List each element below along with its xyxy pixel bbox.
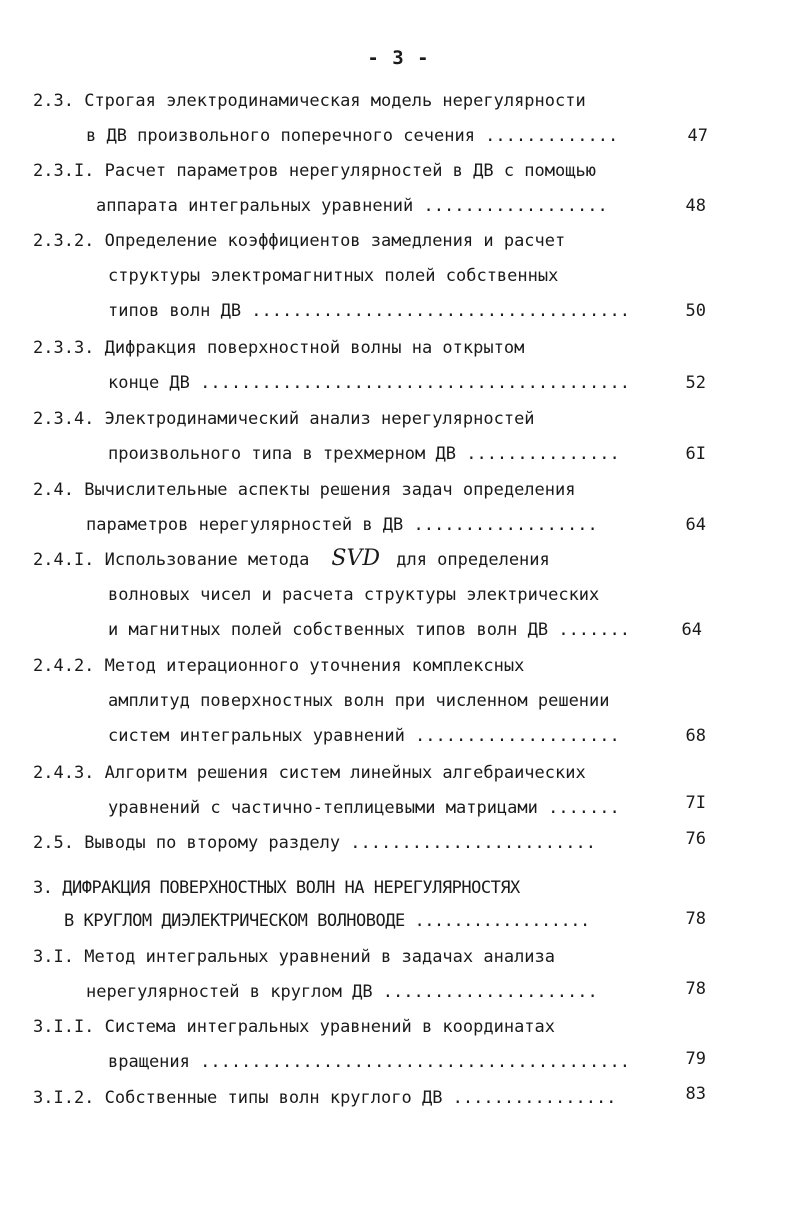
page-ref: 6I (685, 444, 706, 464)
section-title-cont: произвольного типа в трехмерном ДВ ............... (108, 444, 620, 464)
section-title-cont: систем интегральных уравнений .................... (108, 726, 620, 746)
section-title: Вычислительные аспекты решения задач определения (84, 480, 576, 500)
section-number: 2.4.I. (33, 550, 95, 570)
toc-entry-2-3-2 (33, 230, 565, 252)
section-number: 2.3.2. (33, 231, 95, 251)
section-title-cont: и магнитных полей собственных типов волн ДВ ....... (108, 620, 630, 640)
section-number: 2.3.3. (33, 338, 95, 358)
section-title-cont: в ДВ произвольного поперечного сечения ............. (86, 126, 619, 146)
section-number: 3.I.2. (33, 1088, 95, 1108)
section-title: для определения (396, 550, 550, 570)
page-ref: 47 (687, 126, 708, 146)
section-title: Собственные типы волн круглого ДВ ................ (104, 1088, 617, 1108)
page-ref: 68 (685, 726, 706, 746)
section-number: 2.3.I. (33, 161, 95, 181)
section-title: Алгоритм решения систем линейных алгебраических (104, 763, 586, 783)
section-title-cont: конце ДВ .......................................... (108, 373, 630, 393)
handwritten-insert: SVD (331, 546, 380, 571)
section-title: Метод интегральных уравнений в задачах анализа (84, 947, 556, 967)
toc-entry-2-3-3 (33, 337, 524, 359)
section-number: 2.4.2. (33, 656, 95, 676)
page-ref: 78 (685, 979, 706, 999)
section-number: 2.4.3. (33, 763, 95, 783)
section-title: ДИФРАКЦИЯ ПОВЕРХНОСТНЫХ ВОЛН НА НЕРЕГУЛЯРНОСТЯХ (62, 878, 520, 898)
toc-entry-2-3-4 (33, 408, 535, 430)
page-ref: 64 (685, 515, 706, 535)
section-title: Использование метода (104, 550, 310, 570)
section-title-cont: В КРУГЛОМ ДИЭЛЕКТРИЧЕСКОМ ВОЛНОВОДЕ .................. (64, 911, 590, 931)
section-title: Определение коэффициентов замедления и расчет (104, 231, 566, 251)
section-title: Дифракция поверхностной волны на открытом (104, 338, 525, 358)
page-ref: 50 (685, 301, 706, 321)
section-number: 3.I. (33, 947, 74, 967)
section-title-cont: аппарата интегральных уравнений .................. (96, 196, 608, 216)
section-title: Электродинамический анализ нерегулярностей (104, 409, 535, 429)
section-title-cont: уравнений с частично-теплицевыми матрицами ....... (108, 798, 620, 818)
section-title-cont: амплитуд поверхностных волн при численном решении (108, 691, 610, 711)
section-number: 2.5. (33, 833, 74, 853)
page-ref: 7I (685, 793, 706, 813)
page-ref: 83 (685, 1084, 706, 1104)
section-number: 2.3. (33, 91, 74, 111)
toc-entry-2-4-2 (33, 655, 524, 677)
toc-entry-2-4 (33, 479, 575, 501)
section-number: 2.4. (33, 480, 74, 500)
section-number: 3.I.I. (33, 1017, 95, 1037)
toc-entry-3-1 (33, 946, 555, 968)
page-ref: 52 (685, 373, 706, 393)
section-title-cont: структуры электромагнитных полей собственных (108, 266, 559, 286)
toc-entry-2-4-3 (33, 762, 586, 784)
section-title: Метод итерационного уточнения комплексных (104, 656, 525, 676)
toc-entry-3-1-1 (33, 1016, 555, 1038)
page-number: - 3 - (367, 47, 430, 69)
page-ref: 78 (685, 909, 706, 929)
page-ref: 76 (685, 829, 706, 849)
toc-entry-2-3-1 (33, 160, 596, 182)
toc-entry-2-3 (33, 90, 586, 112)
section-title-cont: вращения .......................................... (108, 1052, 630, 1072)
section-title-cont: типов волн ДВ ..................................... (108, 301, 630, 321)
page-ref: 79 (685, 1049, 706, 1069)
toc-entry-3-1-2 (33, 1087, 616, 1109)
section-title-cont: нерегулярностей в круглом ДВ ..................... (86, 982, 598, 1002)
section-title: Система интегральных уравнений в координатах (104, 1017, 556, 1037)
toc-entry-2-4-1 (33, 548, 550, 571)
page-ref: 64 (681, 620, 702, 640)
page-ref: 48 (685, 196, 706, 216)
section-title-cont: волновых чисел и расчета структуры электрических (108, 585, 600, 605)
section-title: Выводы по второму разделу ........................ (84, 833, 596, 853)
toc-entry-3 (33, 877, 520, 899)
toc-entry-2-5 (33, 832, 596, 854)
section-title: Строгая электродинамическая модель нерегулярности (84, 91, 586, 111)
section-title: Расчет параметров нерегулярностей в ДВ с помощью (104, 161, 596, 181)
section-number: 2.3.4. (33, 409, 95, 429)
section-number: 3. (33, 878, 53, 898)
section-title-cont: параметров нерегулярностей в ДВ .................. (86, 515, 598, 535)
